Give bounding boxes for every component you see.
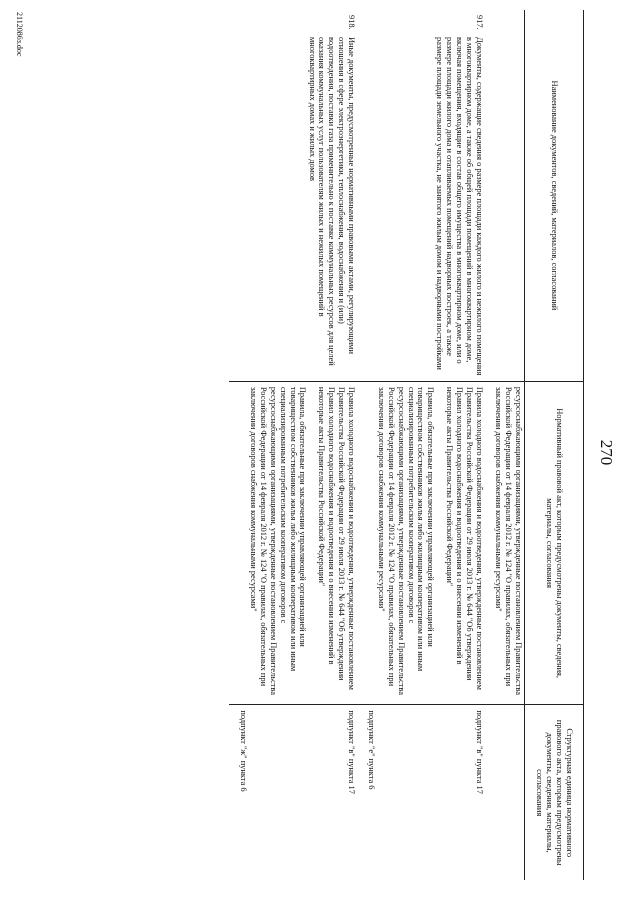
row-917-name-cell [357,10,485,381]
structural-unit-text: подпункт "в" пункта 17 [346,710,356,794]
documents-table [229,10,584,880]
table-row-continuation [485,10,525,880]
structural-unit-text: подпункт "е" пункта 6 [366,710,376,790]
document-name: Иные документы, предусмотренные нормативными правовыми актами, регулирующими отношения в сфере электроэнергетики, теплоснабжения, водоснабжения и (или) водоотведения, поставки газа применительно к поставке коммунальных ресурсов для целей оказания коммунальных услуг пользователям жилых и нежилых помещений в многоквартирных домах и жилых домов [307,37,356,366]
header-structural-unit: Структурная единица нормативного правового акта, которым предусмотрены документы, сведения, материалы, согласования [525,705,584,880]
table-row-918 [229,10,357,880]
legal-act-text: Правила холодного водоснабжения и водоотведения, утвержденные постановлением Правительства Российской Федерации от 29 июля 2013 г. № 644 "Об утверждении Правил холодного водоснабжения и водоотведения и о внесении изменений в некоторые акты Правительства Российской Федерации" [445,386,484,690]
legal-act-text: Правила холодного водоснабжения и водоотведения, утвержденные постановлением Правительства Российской Федерации от 29 июля 2013 г. № 644 "Об утверждении Правил холодного водоснабжения и водоотведения и о внесении изменений в некоторые акты Правительства Российской Федерации" [317,386,356,690]
cont-name-cell [485,10,525,381]
structural-unit-text: подпункт "в" пункта 17 [474,710,484,794]
table-row-917 [357,10,485,880]
row-918-unit-cell [229,705,357,880]
row-917-unit-cell [357,705,485,880]
legal-act-text: Правила, обязательные при заключении управляющей организацией или товариществом собственников жилья либо жилищным кооперативом или иным специализированным потребительским кооперативом договоров с ресурсоснабжающими организациями, утвержденные постановлением Правительства Российской Федерации от 14 февраля 2012 г. № 124 "О правилах, обязательных при заключении договоров снабжения коммунальными ресурсами" [377,386,436,695]
legal-act-text: Правила, обязательные при заключении управляющей организацией или товариществом собственников жилья либо жилищным кооперативом или иным специализированным потребительским кооперативом договоров с ресурсоснабжающими организациями, утвержденные постановлением Правительства Российской Федерации от 14 февраля 2012 г. № 124 "О правилах, обязательных при заключении договоров снабжения коммунальными ресурсами" [249,386,308,695]
header-documents: Наименование документов, сведений, материалов, согласований [525,10,584,381]
row-918-name-cell [229,10,357,381]
footer-file-code: 2112086з.doc [15,12,24,57]
table-header-row [525,10,584,880]
row-number: 917. [474,15,484,30]
row-number: 918. [346,15,356,30]
document-name: Документы, содержащие сведения о размере площади каждого жилого и нежилого помещения в многоквартирном доме, а также об общей площади помещений в многоквартирном доме, включая помещения, входящие в состав общего имущества в многоквартирном доме, или о размере площади жилого дома и отапливаемых помещений надворных построек, а также размере площади земельного участка, не занятого жилым домом и надворными постройками [435,37,484,376]
row-917-act-cell [357,381,485,705]
row-918-act-cell [229,381,357,705]
cont-act-cell [485,381,525,705]
page-number: 270 [597,439,616,466]
header-legal-act: Нормативный правовой акт, которым предусмотрены документы, сведения, материалы, согласования [525,381,584,705]
structural-unit-text: подпункт "ж" пункта 6 [238,710,248,792]
cont-act-text: ресурсоснабжающими организациями, утвержденные постановлением Правительства Российской Федерации от 14 февраля 2012 г. № 124 "О правилах, обязательных при заключении договоров снабжения коммунальными ресурсами" [494,386,523,695]
cont-unit-cell [485,705,525,880]
